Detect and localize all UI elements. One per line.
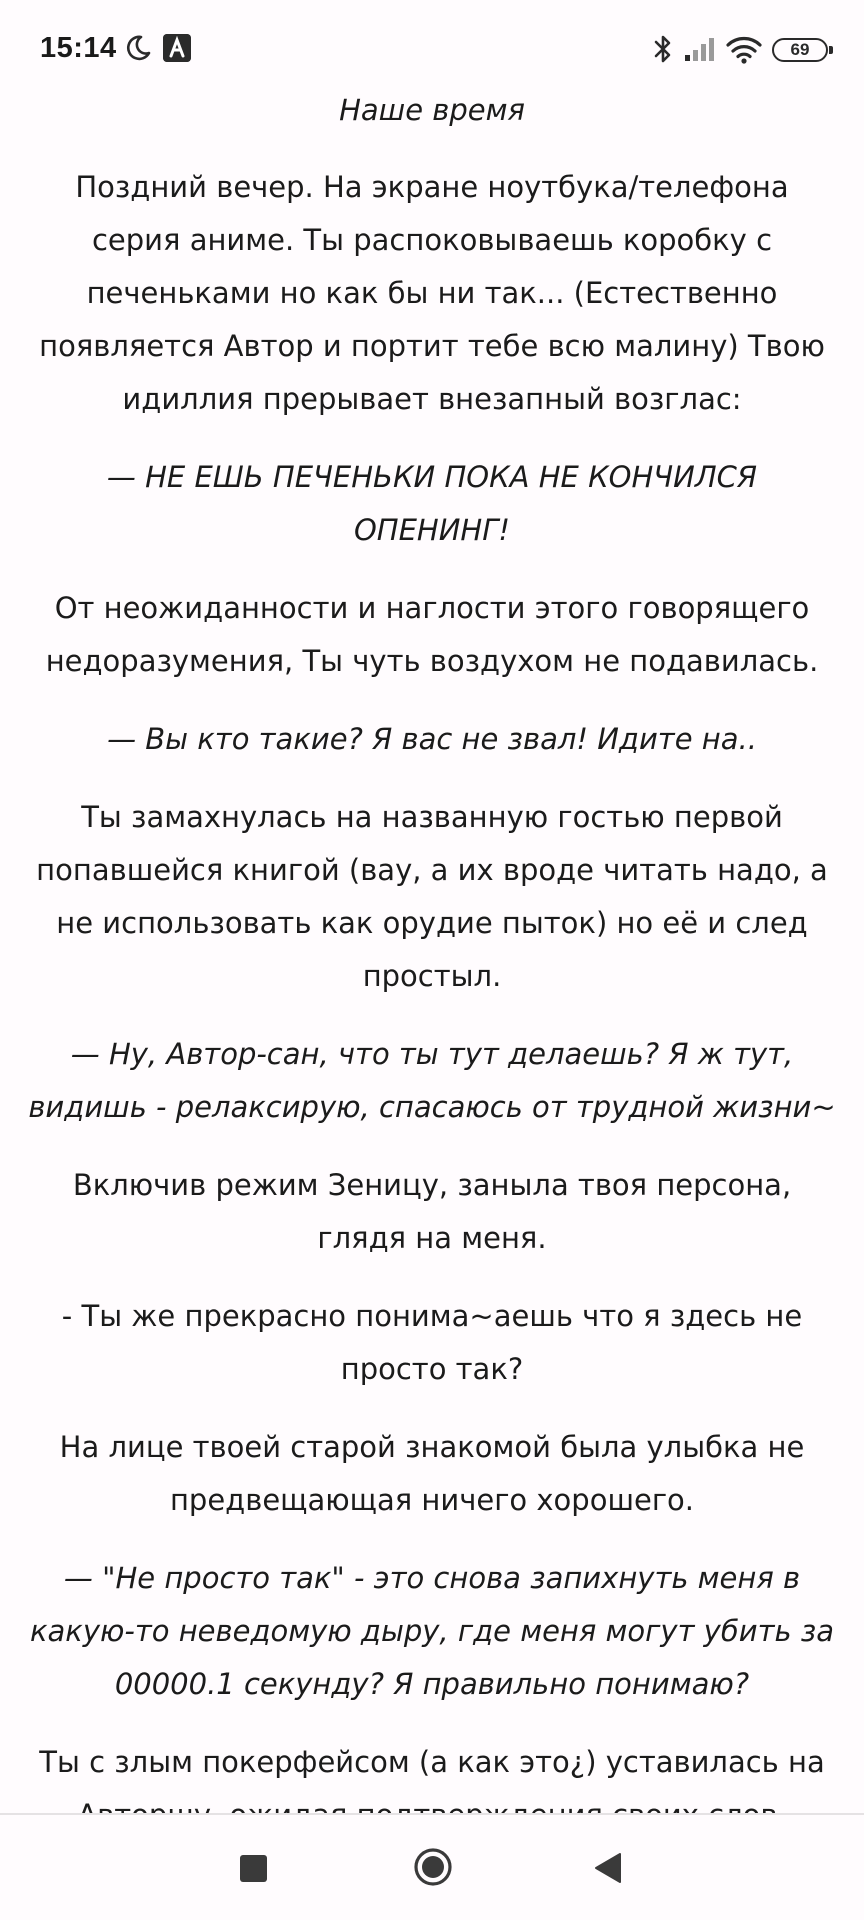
bluetooth-icon <box>652 34 674 64</box>
paragraph: Поздний вечер. На экране ноутбука/телефона серия аниме. Ты распоковываешь коробку с печеньками но как бы ни так... (Естественно появляется Автор и портит тебе всю малину) Твою идиллия прерывает внезапный возглас: <box>39 170 825 416</box>
home-button[interactable] <box>413 1847 453 1887</box>
status-time: 15:14 <box>40 32 117 64</box>
paragraph: От неожиданности и наглости этого говорящего недоразумения, Ты чуть воздухом не подавилась. <box>45 591 819 678</box>
chapter-text <box>28 84 836 1842</box>
paragraph: Ты замахнулась на названную гостью первой попавшейся книгой (вау, а их вроде читать надо, а не использовать как орудие пыток) но её и след простыл. <box>36 800 828 993</box>
app-notification-icon <box>163 34 191 62</box>
battery-icon: 69 <box>772 38 828 62</box>
wifi-icon <box>726 34 762 64</box>
paragraph: На лице твоей старой знакомой была улыбка не предвещающая ничего хорошего. <box>59 1430 805 1517</box>
chapter-subtitle: Наше время <box>339 93 525 127</box>
moon-icon <box>124 34 152 62</box>
paragraph: Включив режим Зеницу, заныла твоя персона, глядя на меня. <box>72 1168 792 1255</box>
back-button[interactable] <box>592 1852 622 1884</box>
paragraph: Ты с злым покерфейсом (а как это¿) уставилась на <box>39 1745 825 1779</box>
dialogue-line: — Ну, Автор-сан, что ты тут делаешь? Я ж тут, видишь - релаксирую, спасаюсь от трудной жизни~ <box>28 1037 836 1124</box>
dialogue-line: — НЕ ЕШЬ ПЕЧЕНЬКИ ПОКА НЕ КОНЧИЛСЯ ОПЕНИНГ! <box>106 460 758 547</box>
recent-apps-button[interactable] <box>240 1855 267 1882</box>
status-bar <box>0 0 864 92</box>
cellular-signal-icon <box>683 36 717 62</box>
dialogue-line: — "Не просто так" - это снова запихнуть меня в какую-то неведомую дыру, где меня могут убить за 00000.1 секунду? Я правильно понимаю? <box>30 1561 834 1701</box>
dialogue-line: — Вы кто такие? Я вас не звал! Идите на.. <box>107 722 757 756</box>
dialogue-line: - Ты же прекрасно понима~аешь что я здесь не просто так? <box>61 1299 803 1386</box>
